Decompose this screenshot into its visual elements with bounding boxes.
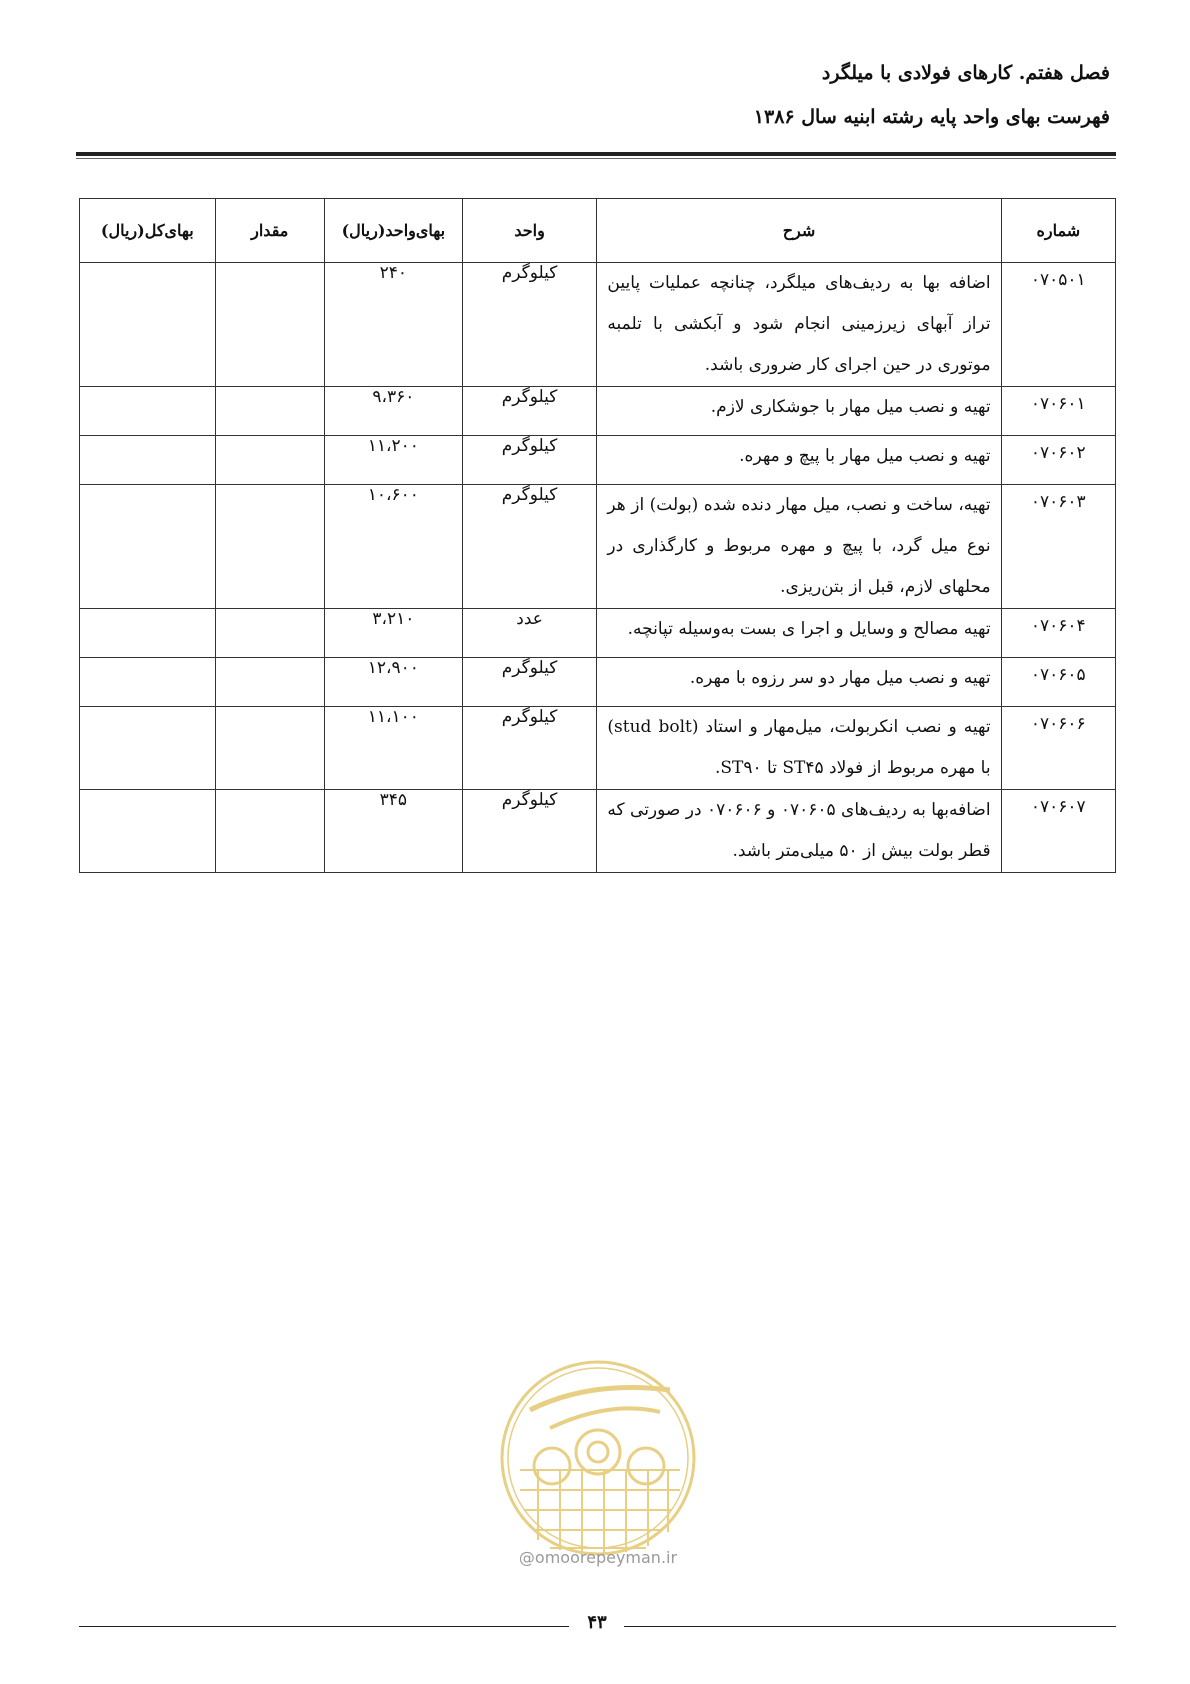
item-quantity bbox=[215, 485, 324, 609]
watermark-site: @omoorepeyman.ir bbox=[518, 1548, 678, 1567]
item-total-price bbox=[80, 263, 216, 387]
item-quantity bbox=[215, 790, 324, 873]
footer-rule-right bbox=[624, 1626, 1116, 1627]
item-quantity bbox=[215, 436, 324, 485]
item-unit-price: ۱۲،۹۰۰ bbox=[324, 658, 462, 707]
item-description: اضافه بها به ردیف‌های میلگرد، چنانچه عملیات پایین تراز آبهای زیرزمینی انجام شود و آبکشی با تلمبه موتوری در حین اجرای کار ضروری باشد. bbox=[597, 263, 1001, 387]
table-row bbox=[80, 436, 1116, 485]
item-unit: کیلوگرم bbox=[462, 658, 597, 707]
item-description: تهیه و نصب انکربولت، میل‌مهار و استاد (stud bolt) با مهره مربوط از فولاد ST۴۵ تا ST۹۰. bbox=[597, 707, 1001, 790]
table-row bbox=[80, 387, 1116, 436]
item-quantity bbox=[215, 707, 324, 790]
col-header-quantity: مقدار bbox=[215, 199, 324, 263]
col-header-unit: واحد bbox=[462, 199, 597, 263]
watermark-seal-logo bbox=[490, 1350, 706, 1580]
item-unit-price: ۳۴۵ bbox=[324, 790, 462, 873]
item-unit: کیلوگرم bbox=[462, 387, 597, 436]
item-quantity bbox=[215, 658, 324, 707]
col-header-unit-price: بهای‌واحد(ریال) bbox=[324, 199, 462, 263]
table-row bbox=[80, 485, 1116, 609]
item-number: ۰۷۰۶۰۵ bbox=[1001, 658, 1115, 707]
table-row bbox=[80, 609, 1116, 658]
item-total-price bbox=[80, 387, 216, 436]
item-description: تهیه مصالح و وسایل و اجرا ی بست به‌وسیله تپانچه. bbox=[597, 609, 1001, 658]
item-number: ۰۷۰۶۰۷ bbox=[1001, 790, 1115, 873]
item-unit: کیلوگرم bbox=[462, 485, 597, 609]
item-quantity bbox=[215, 387, 324, 436]
item-unit-price: ۱۱،۱۰۰ bbox=[324, 707, 462, 790]
header-rule-thin bbox=[76, 158, 1116, 159]
item-unit: کیلوگرم bbox=[462, 790, 597, 873]
item-unit: عدد bbox=[462, 609, 597, 658]
item-total-price bbox=[80, 790, 216, 873]
item-unit: کیلوگرم bbox=[462, 707, 597, 790]
table-row bbox=[80, 658, 1116, 707]
item-quantity bbox=[215, 263, 324, 387]
page-number: ۴۳ bbox=[587, 1612, 607, 1633]
item-description: تهیه و نصب میل مهار دو سر رزوه با مهره. bbox=[597, 658, 1001, 707]
item-unit-price: ۳،۲۱۰ bbox=[324, 609, 462, 658]
price-list-table bbox=[79, 198, 1116, 873]
col-header-description: شرح bbox=[597, 199, 1001, 263]
footer-rule-left bbox=[79, 1626, 569, 1627]
item-unit-price: ۱۱،۲۰۰ bbox=[324, 436, 462, 485]
item-total-price bbox=[80, 658, 216, 707]
col-header-number: شماره bbox=[1001, 199, 1115, 263]
item-number: ۰۷۰۶۰۳ bbox=[1001, 485, 1115, 609]
table-header-row bbox=[80, 199, 1116, 263]
table-row bbox=[80, 263, 1116, 387]
item-total-price bbox=[80, 485, 216, 609]
chapter-title: فصل هفتم. کارهای فولادی با میلگرد bbox=[821, 62, 1110, 84]
document-subtitle: فهرست بهای واحد پایه رشته ابنیه سال ۱۳۸۶ bbox=[753, 106, 1110, 128]
item-unit-price: ۲۴۰ bbox=[324, 263, 462, 387]
header-rule-thick bbox=[76, 152, 1116, 156]
item-total-price bbox=[80, 436, 216, 485]
item-number: ۰۷۰۶۰۲ bbox=[1001, 436, 1115, 485]
item-total-price bbox=[80, 609, 216, 658]
item-unit: کیلوگرم bbox=[462, 436, 597, 485]
item-unit: کیلوگرم bbox=[462, 263, 597, 387]
item-number: ۰۷۰۶۰۴ bbox=[1001, 609, 1115, 658]
item-number: ۰۷۰۶۰۱ bbox=[1001, 387, 1115, 436]
item-number: ۰۷۰۵۰۱ bbox=[1001, 263, 1115, 387]
item-unit-price: ۱۰،۶۰۰ bbox=[324, 485, 462, 609]
item-total-price bbox=[80, 707, 216, 790]
item-description: تهیه، ساخت و نصب، میل مهار دنده شده (بولت) از هر نوع میل گرد، با پیچ و مهره مربوط و کارگذاری در محلهای لازم، قبل از بتن‌ریزی. bbox=[597, 485, 1001, 609]
item-description: تهیه و نصب میل مهار با پیچ و مهره. bbox=[597, 436, 1001, 485]
table-row bbox=[80, 707, 1116, 790]
table-row bbox=[80, 790, 1116, 873]
item-description: اضافه‌بها به ردیف‌های ۰۷۰۶۰۵ و ۰۷۰۶۰۶ در صورتی که قطر بولت بیش از ۵۰ میلی‌متر باشد. bbox=[597, 790, 1001, 873]
item-quantity bbox=[215, 609, 324, 658]
item-description: تهیه و نصب میل مهار با جوشکاری لازم. bbox=[597, 387, 1001, 436]
col-header-total-price: بهای‌کل(ریال) bbox=[80, 199, 216, 263]
item-number: ۰۷۰۶۰۶ bbox=[1001, 707, 1115, 790]
item-unit-price: ۹،۳۶۰ bbox=[324, 387, 462, 436]
